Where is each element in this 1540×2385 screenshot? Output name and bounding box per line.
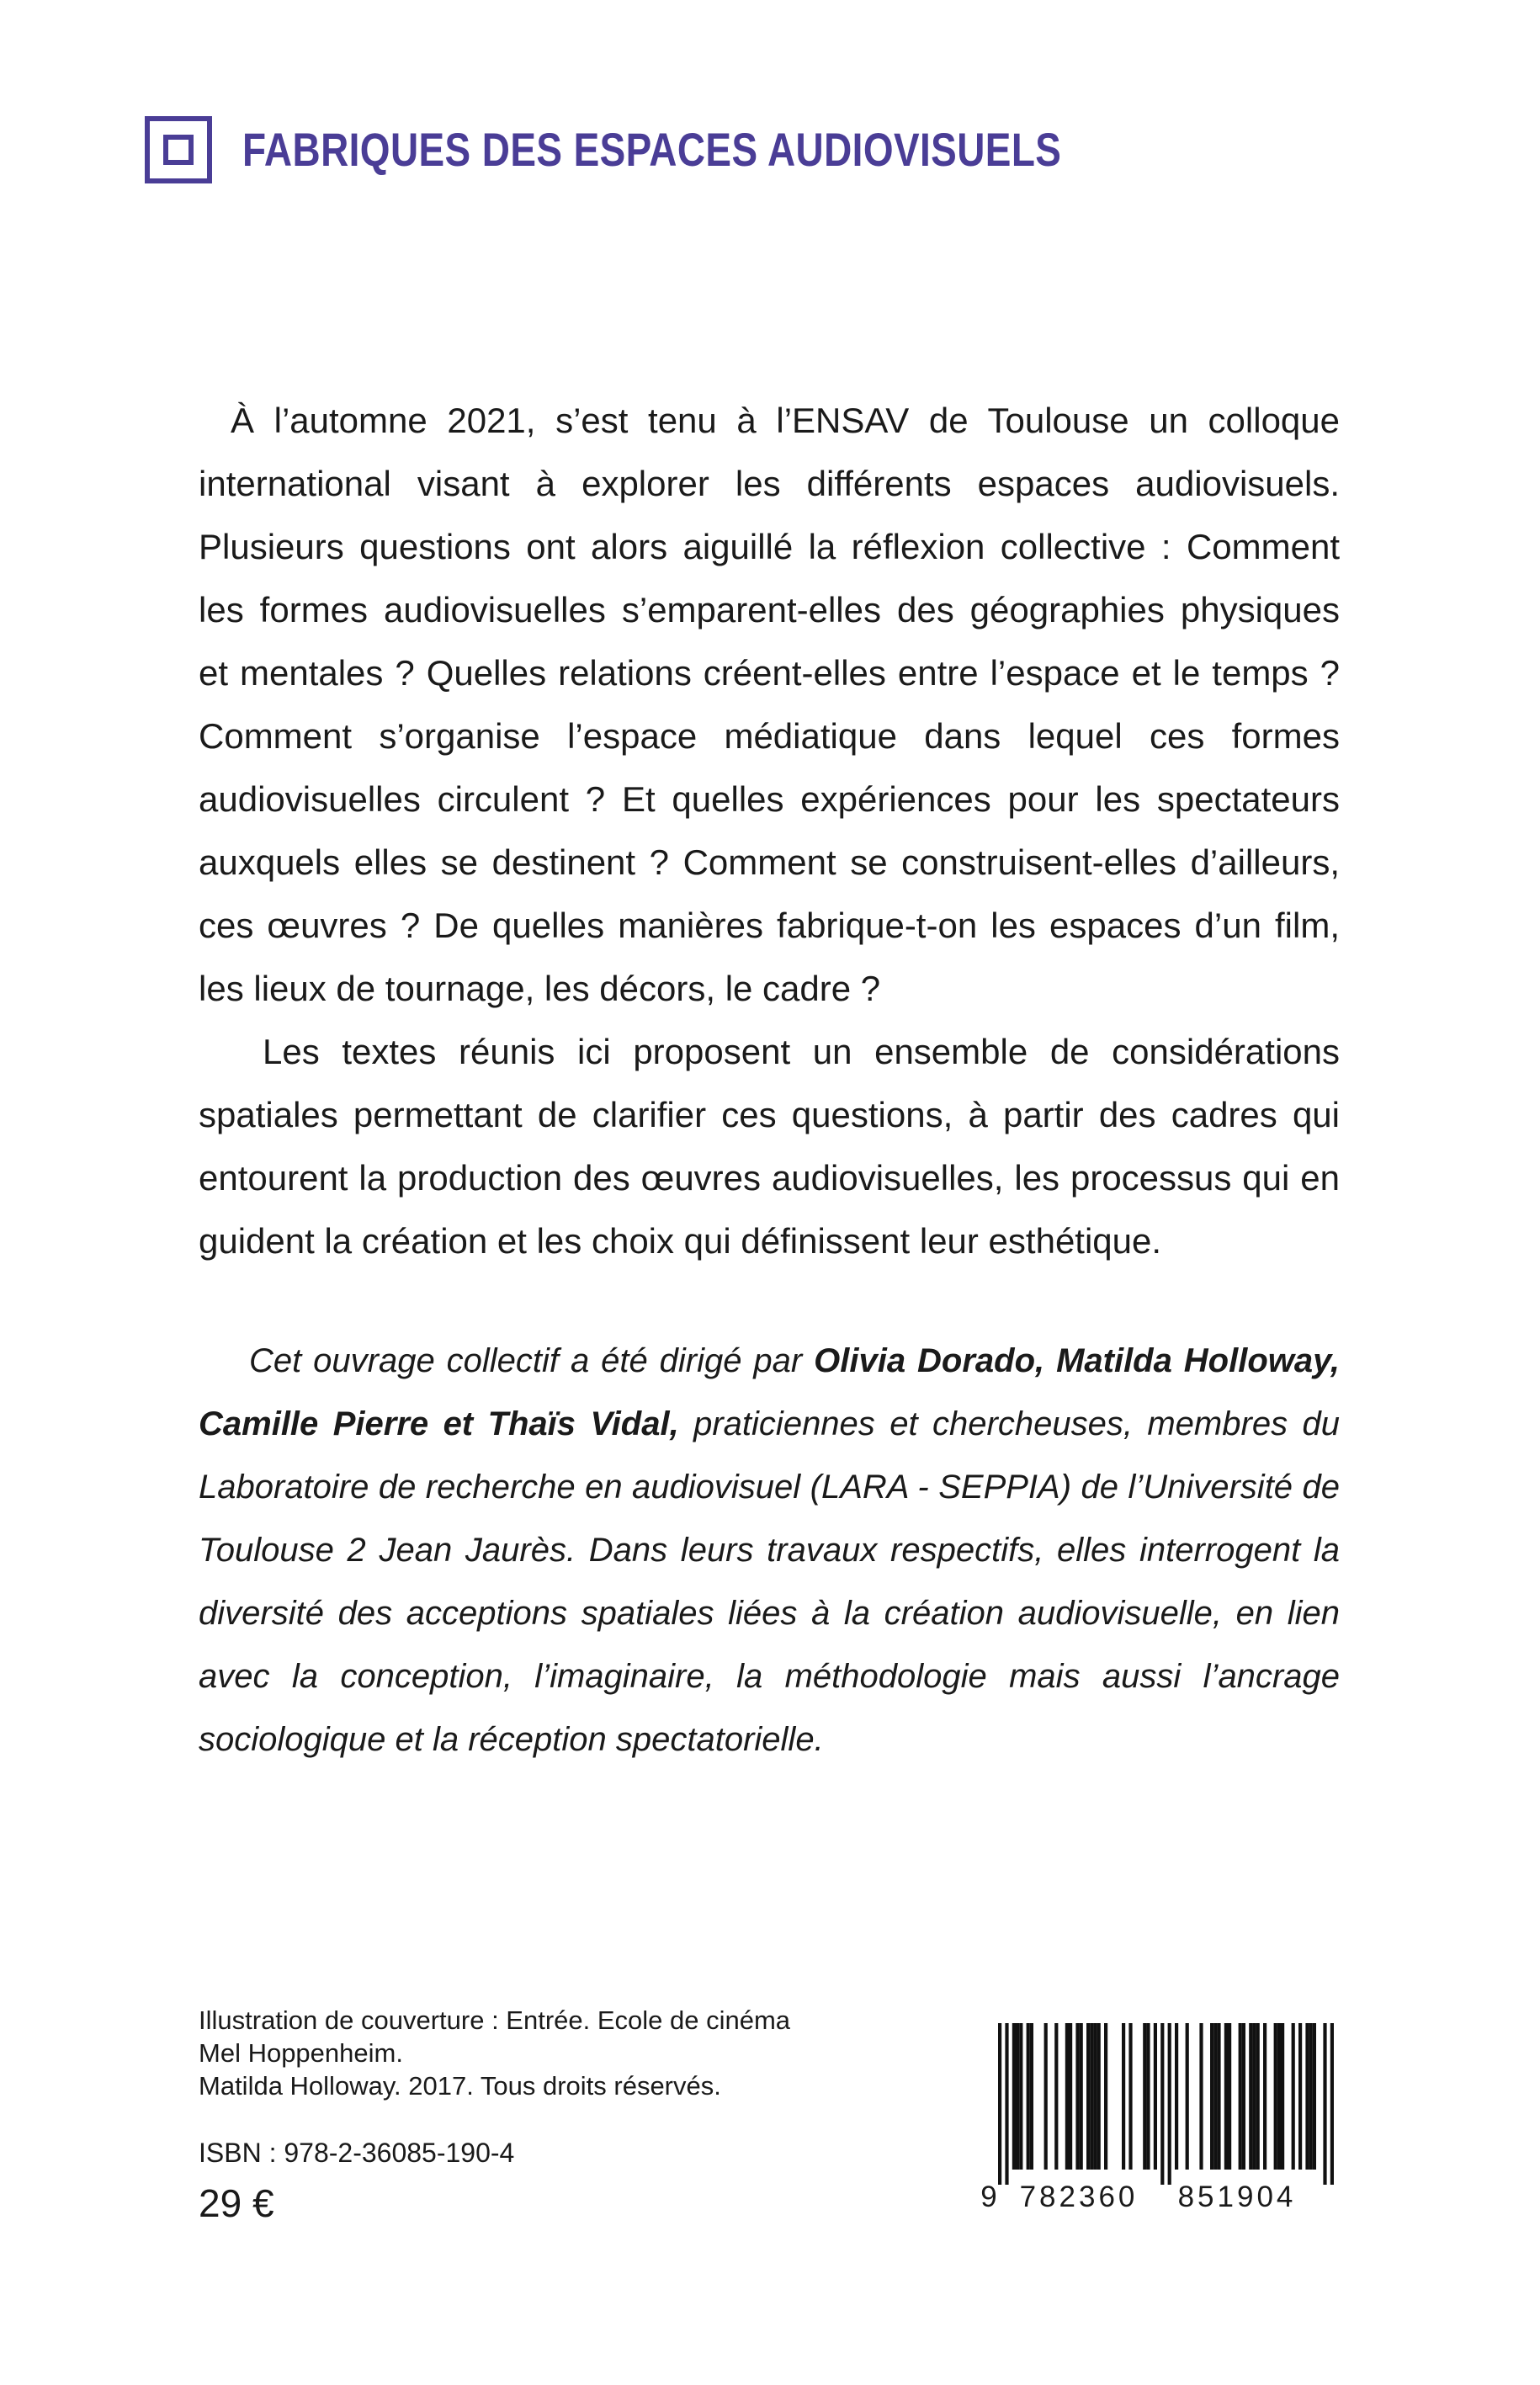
barcode-bar xyxy=(1054,2023,1058,2170)
barcode-bar xyxy=(1186,2023,1189,2170)
barcode-bar xyxy=(1323,2023,1326,2185)
barcode-bar xyxy=(1128,2023,1132,2170)
barcode-bar xyxy=(1080,2023,1083,2170)
barcode-bar xyxy=(1210,2023,1213,2170)
barcode-bar xyxy=(1277,2023,1281,2170)
editors-paragraph xyxy=(199,1330,1340,1771)
barcode-bar xyxy=(1224,2023,1228,2170)
series-title: FABRIQUES DES ESPACES AUDIOVISUELS xyxy=(242,123,1062,176)
barcode-bar xyxy=(1298,2023,1302,2170)
logo-inner-square xyxy=(163,135,194,165)
barcode-bar xyxy=(1160,2023,1164,2185)
series-logo-icon xyxy=(145,116,212,183)
barcode-bar xyxy=(1274,2023,1277,2170)
barcode-bar xyxy=(1097,2023,1101,2170)
barcode-bar xyxy=(1309,2023,1313,2170)
barcode-bar xyxy=(1030,2023,1033,2170)
barcode-right-digits: 851904 xyxy=(1177,2180,1297,2212)
barcode-bar xyxy=(1292,2023,1295,2170)
barcode-bar xyxy=(1305,2023,1309,2170)
isbn-number: ISBN : 978-2-36085-190-4 xyxy=(199,2138,515,2168)
barcode-bar xyxy=(1330,2023,1334,2185)
cover-credits xyxy=(199,2004,956,2102)
barcode-bar xyxy=(998,2023,1001,2185)
barcode-bar xyxy=(1027,2023,1030,2170)
book-summary xyxy=(199,389,1340,1272)
editors-names: Olivia Dorado, Matilda Holloway, Camille Pierre et Thaïs Vidal, xyxy=(199,1342,1340,1442)
barcode-bar xyxy=(1217,2023,1220,2170)
barcode-bar xyxy=(1213,2023,1217,2170)
barcode-bar xyxy=(1313,2023,1316,2170)
barcode-bar xyxy=(1228,2023,1231,2170)
credit-line-2: Mel Hoppenheim. xyxy=(199,2038,403,2068)
barcode-bar xyxy=(1143,2023,1146,2170)
barcode-bar xyxy=(1012,2023,1016,2170)
barcode-first-digit: 9 xyxy=(980,2180,997,2212)
barcode-bar xyxy=(1019,2023,1022,2170)
editors-note xyxy=(199,1330,1340,1771)
price: 29 € xyxy=(199,2181,274,2225)
barcode-bar xyxy=(1044,2023,1048,2170)
barcode-bar xyxy=(1069,2023,1072,2170)
barcode-bar xyxy=(1154,2023,1157,2170)
barcode-bar xyxy=(1090,2023,1093,2170)
barcode-bar xyxy=(1239,2023,1242,2170)
barcode-bar xyxy=(1199,2023,1203,2170)
barcode-bar xyxy=(1093,2023,1097,2170)
barcode-bar xyxy=(1168,2023,1171,2185)
barcode-bar xyxy=(1249,2023,1252,2170)
barcode-bars xyxy=(998,2023,1334,2185)
barcode-bar xyxy=(1016,2023,1019,2170)
barcode-bar xyxy=(1281,2023,1284,2170)
credit-line-1: Illustration de couverture : Entrée. Ecole de cinéma xyxy=(199,2005,791,2035)
barcode-bar xyxy=(1175,2023,1178,2170)
barcode-bar xyxy=(1256,2023,1260,2170)
barcode-bar xyxy=(1263,2023,1267,2170)
barcode-bar xyxy=(1065,2023,1069,2170)
barcode-bar xyxy=(1242,2023,1245,2170)
barcode-bar xyxy=(1005,2023,1008,2185)
barcode-bar xyxy=(1146,2023,1150,2170)
barcode-left-digits: 782360 xyxy=(1019,2180,1139,2212)
barcode-icon xyxy=(980,2020,1335,2212)
barcode-bar xyxy=(1075,2023,1079,2170)
barcode-bar xyxy=(1104,2023,1107,2170)
barcode-bar xyxy=(1086,2023,1090,2170)
summary-paragraph-1: À l’automne 2021, s’est tenu à l’ENSAV de Toulouse un colloque international visant à explorer les différents espaces audiovisuels. Plusieurs questions ont alors aiguillé la réflexion collective : Comment les formes audiovisuelles s’emparent-elles des géographies physiques et mentales ? Quelles relations créent-elles entre l’espace et le temps ? Comment s’organise l’espace médiatique dans lequel ces formes audiovisuelles circulent ? Et quelles expériences pour les spectateurs auxquels elles se destinent ? Comment se construisent-elles d’ailleurs, ces œuvres ? De quelles manières fabrique-t-on les espaces d’un film, les lieux de tournage, les décors, le cadre ? xyxy=(199,401,1340,1008)
editors-intro: Cet ouvrage collectif a été dirigé par xyxy=(249,1342,815,1379)
summary-paragraph-2: Les textes réunis ici proposent un ensemble de considérations spatiales permettant de clarifier ces questions, à partir des cadres qui entourent la production des œuvres audiovisuelles, les processus qui en guident la création et les choix qui définissent leur esthétique. xyxy=(199,1032,1340,1261)
barcode-bar xyxy=(1252,2023,1256,2170)
credit-line-3: Matilda Holloway. 2017. Tous droits réservés. xyxy=(199,2071,721,2101)
editors-description: praticiennes et chercheuses, membres du Laboratoire de recherche en audiovisuel (LARA - SEPPIA) de l’Université de Toulouse 2 Jean Jaurès. Dans leurs travaux respectifs, elles interrogent la diversité des acceptions spatiales liées à la création audiovisuelle, en lien avec la conception, l’imaginaire, la méthodologie mais aussi l’ancrage sociologique et la réception spectatorielle. xyxy=(199,1405,1340,1758)
barcode-bar xyxy=(1122,2023,1125,2170)
